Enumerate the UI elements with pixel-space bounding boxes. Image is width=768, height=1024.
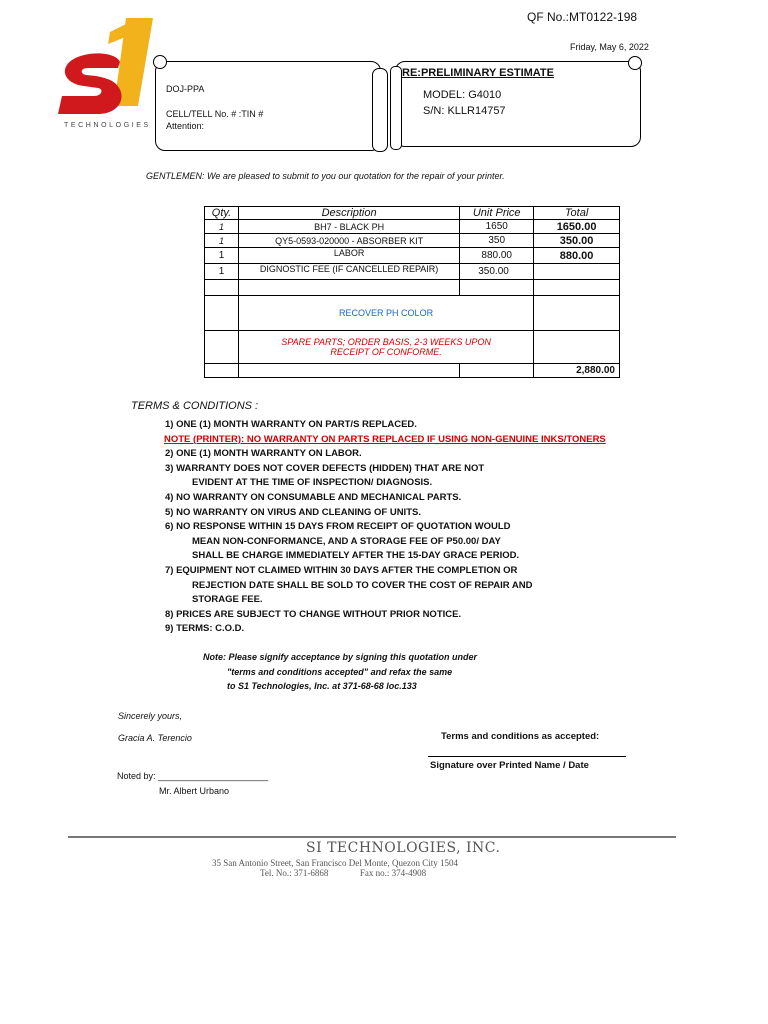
term-item: 2) ONE (1) MONTH WARRANTY ON LABOR.: [165, 448, 362, 460]
row-qty: 1: [205, 248, 239, 264]
row-qty: 1: [205, 264, 239, 280]
row-total: [534, 264, 620, 280]
term-item: 9) TERMS: C.O.D.: [165, 623, 245, 635]
note-line: "terms and conditions accepted" and refax the same: [227, 666, 453, 677]
table-row: [205, 220, 620, 234]
estimate-title: RE:PRELIMINARY ESTIMATE: [402, 67, 554, 79]
spare-parts-note: SPARE PARTS; ORDER BASIS, 2-3 WEEKS UPON RECEIPT OF CONFORME.: [238, 331, 533, 364]
term-warning-note: NOTE (PRINTER): NO WARRANTY ON PARTS REPLACED IF USING NON-GENUINE INKS/TONERS: [164, 433, 606, 445]
term-item: SHALL BE CHARGE IMMEDIATELY AFTER THE 15-DAY GRACE PERIOD.: [192, 550, 520, 562]
qf-number: QF No.:MT0122-198: [527, 10, 638, 24]
row-description: LABOR: [238, 248, 459, 264]
term-item: 4) NO WARRANTY ON CONSUMABLE AND MECHANICAL PARTS.: [165, 491, 462, 503]
s1-logo-icon: [58, 14, 158, 134]
printer-model: MODEL: G4010: [423, 89, 502, 101]
term-item: 7) EQUIPMENT NOT CLAIMED WITHIN 30 DAYS AFTER THE COMPLETION OR: [165, 564, 518, 576]
footer-phone: Tel. No.: 371-6868 Fax no.: 374-4908: [260, 868, 427, 878]
client-info-box: [155, 61, 381, 151]
row-total: 1650.00: [534, 220, 620, 234]
table-row: [205, 264, 620, 280]
note-line: to S1 Technologies, Inc. at 371-68-68 loc.133: [227, 681, 417, 692]
row-description: DIGNOSTIC FEE (IF CANCELLED REPAIR): [238, 264, 459, 280]
client-name: DOJ-PPA: [166, 84, 205, 94]
noted-by: Noted by: ______________________: [117, 771, 269, 781]
term-item: REJECTION DATE SHALL BE SOLD TO COVER THE COST OF REPAIR AND: [192, 579, 533, 591]
header-unit-price: Unit Price: [460, 207, 534, 220]
term-item: 5) NO WARRANTY ON VIRUS AND CLEANING OF UNITS.: [165, 506, 421, 518]
row-description: BH7 - BLACK PH: [238, 220, 459, 234]
intro-text: GENTLEMEN: We are pleased to submit to you our quotation for the repair of your printer.: [146, 171, 505, 181]
header-total: Total: [534, 207, 620, 220]
sincerely: Sincerely yours,: [118, 711, 183, 721]
scroll-curl-icon: [628, 56, 642, 70]
footer-address: 35 San Antonio Street, San Francisco Del Monte, Quezon City 1504: [212, 858, 458, 868]
document-date: Friday, May 6, 2022: [570, 42, 649, 52]
table-row-note: [205, 331, 620, 364]
scroll-roll-icon: [390, 66, 402, 150]
term-item: MEAN NON-CONFORMANCE, AND A STORAGE FEE OF P50.00/ DAY: [192, 535, 501, 547]
noted-by-name: Mr. Albert Urbano: [159, 786, 230, 796]
signature-line: [428, 756, 626, 757]
row-unit-price: 350: [460, 234, 534, 248]
client-cell-tin: CELL/TELL No. # :TIN #: [166, 109, 264, 119]
table-total-row: [205, 364, 620, 378]
estimate-info-box: [395, 61, 641, 147]
printer-serial: S/N: KLLR14757: [423, 105, 506, 117]
term-item: 3) WARRANTY DOES NOT COVER DEFECTS (HIDDEN) THAT ARE NOT: [165, 462, 485, 474]
header-qty: Qty.: [205, 207, 239, 220]
term-item: 8) PRICES ARE SUBJECT TO CHANGE WITHOUT PRIOR NOTICE.: [165, 608, 462, 620]
row-unit-price: 1650: [460, 220, 534, 234]
table-row: [205, 248, 620, 264]
term-item: 6) NO RESPONSE WITHIN 15 DAYS FROM RECEIPT OF QUOTATION WOULD: [165, 521, 511, 533]
row-unit-price: 880.00: [460, 248, 534, 264]
row-qty: 1: [205, 234, 239, 248]
recover-note: RECOVER PH COLOR: [238, 296, 533, 331]
terms-list: [165, 418, 606, 637]
table-row: [205, 234, 620, 248]
row-total: 350.00: [534, 234, 620, 248]
footer-divider: [68, 836, 676, 838]
term-item: STORAGE FEE.: [192, 594, 263, 606]
row-unit-price: 350.00: [460, 264, 534, 280]
grand-total: 2,880.00: [534, 364, 620, 378]
note-line: Note: Please signify acceptance by signing this quotation under: [203, 652, 478, 662]
signature-label: Signature over Printed Name / Date: [430, 760, 589, 771]
quotation-table: [204, 206, 620, 378]
scroll-curl-icon: [153, 55, 167, 69]
accepted-label: Terms and conditions as accepted:: [441, 731, 600, 742]
footer-company: SI TECHNOLOGIES, INC.: [306, 840, 501, 856]
terms-title: TERMS & CONDITIONS :: [131, 400, 259, 412]
client-attention: Attention:: [166, 121, 205, 131]
logo-text: TECHNOLOGIES: [64, 122, 151, 129]
table-row-empty: [205, 280, 620, 296]
scroll-roll-icon: [372, 68, 388, 152]
row-description: QY5-0593-020000 - ABSORBER KIT: [238, 234, 459, 248]
row-qty: 1: [205, 220, 239, 234]
signatory-name: Gracia A. Terencio: [118, 733, 192, 743]
acceptance-note: [203, 650, 477, 694]
row-total: 880.00: [534, 248, 620, 264]
table-row-note: [205, 296, 620, 331]
header-description: Description: [238, 207, 459, 220]
table-header-row: [205, 207, 620, 220]
term-item: EVIDENT AT THE TIME OF INSPECTION/ DIAGNOSIS.: [192, 477, 433, 489]
term-item: 1) ONE (1) MONTH WARRANTY ON PART/S REPLACED.: [165, 419, 417, 430]
company-logo: [58, 14, 158, 134]
